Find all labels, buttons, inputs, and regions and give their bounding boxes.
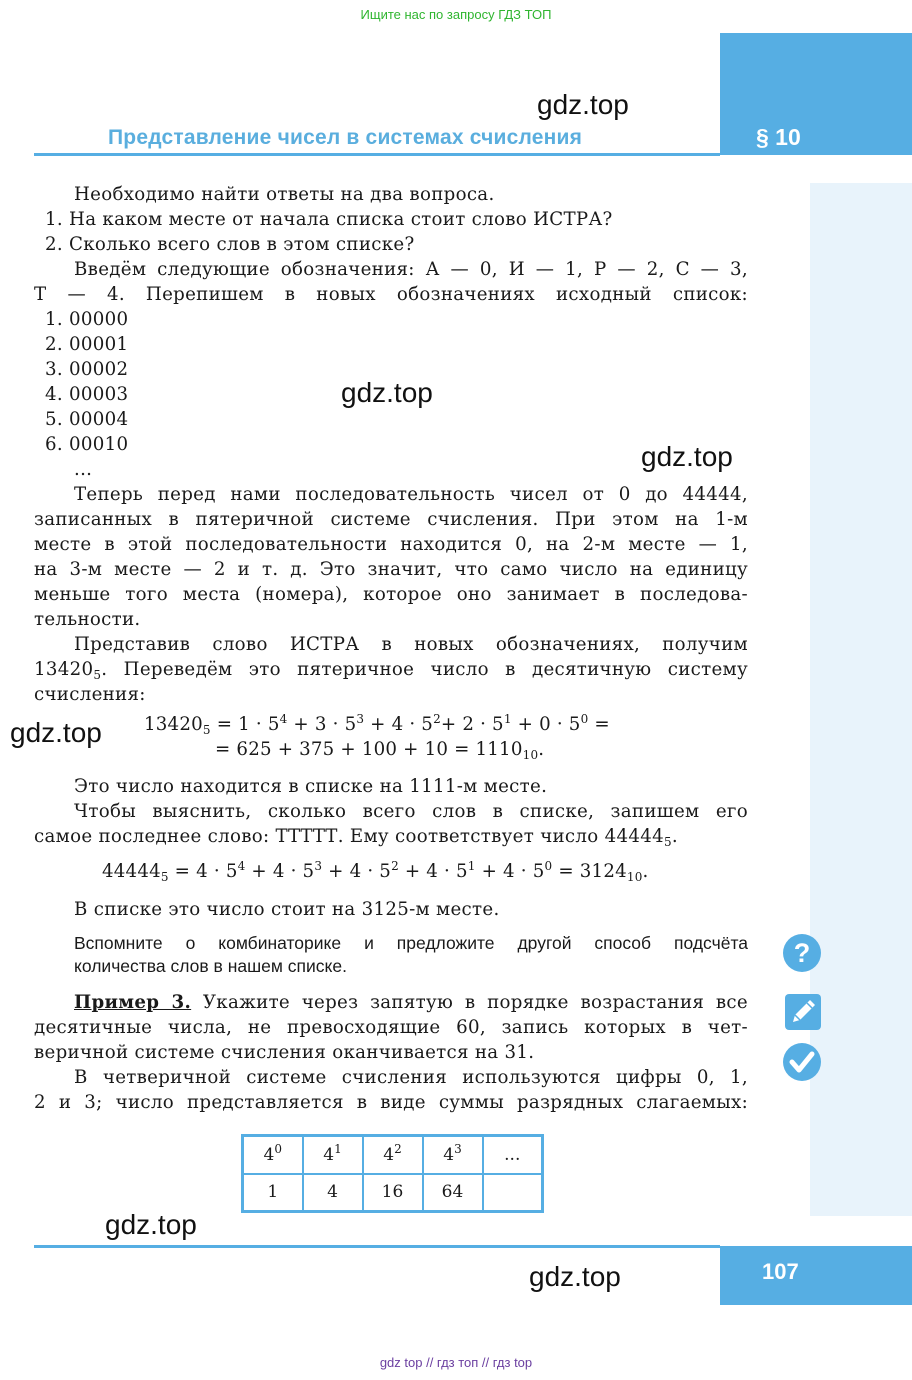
number: 13420 [34,659,94,680]
header-divider [34,153,720,156]
text: Укажите через запятую в порядке возрастания все [191,992,748,1013]
table-header-cell: $4^2$ [363,1136,423,1174]
pencil-icon [783,991,823,1037]
footer-links[interactable]: gdz top // гдз топ // гдз top [379,1355,533,1370]
exponent: 2 [391,859,399,873]
page-number: 107 [762,1259,799,1284]
list-item: 2. 00001 [45,334,129,355]
formula-term: = 4 · 5 [168,861,238,882]
number: 13420 [144,714,203,735]
base-subscript: 5 [160,870,169,884]
exponent: 4 [279,712,288,726]
table-header-cell: $4^0$ [243,1136,303,1174]
formula-term: . [642,861,649,882]
formula-term: + 4 · 5 [398,861,468,882]
formula-term: + 4 · 5 [322,861,392,882]
table-header-cell: $4^3$ [423,1136,483,1174]
exponent: 3 [314,859,323,873]
question-line: Вспомните о комбинаторике и предложите другой способ подсчёта [74,933,748,953]
paragraph: тельности. [34,609,141,630]
formula-term: + 3 · 5 [287,714,357,735]
check-icon [782,1041,822,1087]
paragraph: Необходимо найти ответы на два вопроса. [74,184,495,205]
body-block-1 [34,182,748,707]
watermark: gdz.top [641,441,733,472]
footer-tab [720,1246,912,1305]
body-block-3 [34,897,748,922]
question-icon [782,932,822,978]
paragraph: Чтобы выяснить, сколько всего слов в списке, запишем его [74,801,748,822]
table-cell: 16 [363,1174,423,1212]
list-item: 6. 00010 [45,434,129,455]
svg-text:?: ? [793,938,811,968]
formula-term: . [538,739,545,760]
formula-line [215,737,544,762]
table-cell: 1 [243,1174,303,1212]
text: . Переведём это пятеричное число в десятичную систему [101,659,748,680]
list-item: 1. На каком месте от начала списка стоит слово ИСТРА? [45,209,613,230]
paragraph: веричной системе счисления оканчивается на 31. [34,1042,535,1063]
example-block [34,990,748,1115]
paragraph: 2 и 3; число представляется в виде суммы разрядных слагаемых: [34,1092,748,1113]
question-text [74,932,748,978]
formula-term: = 1 · 5 [216,714,280,735]
paragraph [34,990,748,1015]
paragraph [34,824,748,849]
watermark: gdz.top [529,1261,621,1292]
base-subscript: 5 [202,723,211,737]
paragraph: на 3-м месте — 2 и т. д. Это значит, что само число на единицу [34,559,748,580]
exponent: 2 [433,712,441,726]
paragraph: В списке это число стоит на 3125-м месте. [74,899,500,920]
section-number: § 10 [756,124,801,150]
question-line: количества слов в нашем списке. [74,956,347,976]
watermark: gdz.top [105,1209,197,1240]
powers-table [241,1134,544,1213]
base-subscript: 10 [626,870,643,884]
list-item: 5. 00004 [45,409,129,430]
list-item: 4. 00003 [45,384,129,405]
chapter-title: Представление чисел в системах счисления [108,126,583,149]
paragraph: меньше того места (номера), которое оно занимает в последова- [34,584,748,605]
table-header-cell: $4^1$ [303,1136,363,1174]
list-item: 3. 00002 [45,359,129,380]
paragraph: Представив слово ИСТРА в новых обозначениях, получим [74,634,748,655]
table-header-cell: ... [483,1136,543,1174]
formula-term: + 0 · 5 [511,714,581,735]
watermark: gdz.top [10,717,102,748]
table-row [243,1174,543,1212]
exponent: 1 [467,859,476,873]
formula-line [102,859,649,884]
top-banner[interactable]: Ищите нас по запросу ГДЗ ТОП [360,7,552,22]
exponent: 4 [237,859,246,873]
side-margin-strip [810,183,912,1216]
table-cell: 64 [423,1174,483,1212]
header-tab [720,33,912,155]
formula-line [144,712,610,737]
text: . [671,826,678,847]
body-block-2 [34,774,748,849]
watermark: gdz.top [537,89,629,120]
number: 44444 [102,861,161,882]
table-cell: 4 [303,1174,363,1212]
paragraph: Теперь перед нами последовательность чисел от 0 до 44444, [74,484,748,505]
watermark: gdz.top [341,377,433,408]
table-header-row [243,1136,543,1174]
formula-term: = 625 + 375 + 100 + 10 = 1110 [215,739,523,760]
formula-term: = 3124 [552,861,627,882]
base-subscript: 10 [522,748,539,762]
list-item: 2. Сколько всего слов в этом списке? [45,234,415,255]
formula-term: + 4 · 5 [245,861,315,882]
exponent: 3 [356,712,365,726]
formula-term: + 4 · 5 [475,861,545,882]
base-subscript: 5 [663,835,672,849]
paragraph: В четверичной системе счисления используются цифры 0, 1, [74,1067,748,1088]
exponent: 1 [503,712,512,726]
paragraph: записанных в пятеричной системе счисления. При этом на 1-м [34,509,748,530]
formula-term: + 2 · 5 [440,714,504,735]
paragraph [34,657,748,682]
paragraph: Т — 4. Перепишем в новых обозначениях исходный список: [34,284,748,305]
paragraph: десятичные числа, не превосходящие 60, запись которых в чет- [34,1017,748,1038]
exponent: 0 [544,859,553,873]
paragraph: Введём следующие обозначения: А — 0, И — 1, Р — 2, С — 3, [74,259,748,280]
text: самое последнее слово: ТТТТТ. Ему соответствует число 44444 [34,826,664,847]
base-subscript: 5 [93,668,102,682]
exponent: 0 [580,712,589,726]
footer-divider [34,1245,720,1248]
example-label: Пример 3. [74,992,192,1013]
paragraph: Это число находится в списке на 1111-м месте. [74,776,548,797]
list-item: 1. 00000 [45,309,129,330]
formula-term: + 4 · 5 [364,714,434,735]
paragraph: месте в этой последовательности находится 0, на 2-м месте — 1, [34,534,748,555]
table-cell [483,1174,543,1212]
paragraph: счисления: [34,684,146,705]
list-ellipsis: ... [74,459,93,480]
formula-term: = [588,714,610,735]
